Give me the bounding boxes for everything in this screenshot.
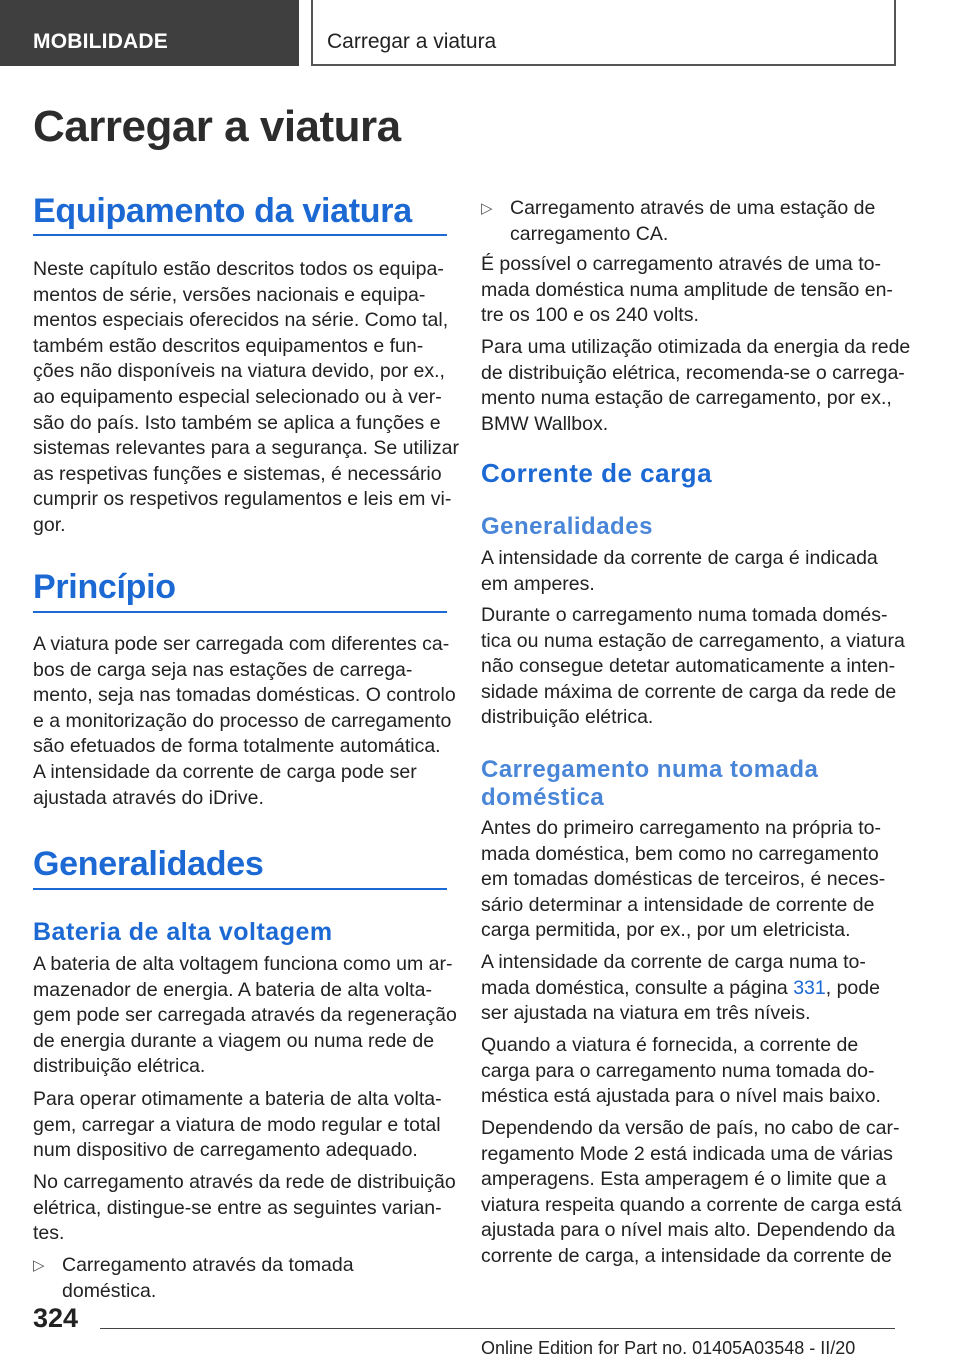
chapter-tab: Carregar a viatura — [311, 0, 896, 66]
text-line: corrente de carga, a intensidade da corrente de — [481, 1244, 892, 1267]
text-line: A intensidade da corrente de carga é indicada — [481, 547, 878, 569]
text-line: Quando a viatura é fornecida, a corrente de — [481, 1034, 859, 1056]
text-line: mentos de série, versões nacionais e equipa- — [33, 283, 426, 306]
text-line: distribuição elétrica. — [33, 1055, 206, 1078]
paragraph-line: ser ajustada na viatura em três níveis. — [481, 1002, 811, 1025]
text-line: sário determinar a intensidade de corrente de — [481, 893, 875, 916]
paragraph-durante — [481, 603, 905, 731]
text-line: Neste capítulo estão descritos todos os equipa- — [33, 258, 444, 280]
text-line: sidade máxima de corrente de carga da rede de — [481, 680, 897, 703]
heading-rule — [33, 611, 447, 613]
text-line: as respetivas funções e sistemas, é necessário — [33, 462, 442, 485]
text-line: são efetuados de forma totalmente automática. — [33, 735, 441, 758]
page-link-331[interactable]: 331 — [793, 976, 826, 999]
text-line: gor. — [33, 513, 66, 536]
text-line: É possível o carregamento através de uma to- — [481, 253, 881, 275]
text-line: em tomadas domésticas de terceiros, é neces- — [481, 868, 886, 891]
page-title: Carregar a viatura — [33, 102, 401, 151]
text-line: mento numa estação de carregamento, por ex., — [481, 387, 892, 410]
text-line: regamento Mode 2 está indicada uma de várias — [481, 1142, 893, 1165]
heading-tomada — [481, 756, 818, 812]
text-line: ajustada para o nível mais alto. Dependendo da — [481, 1219, 896, 1242]
text-line: A viatura pode ser carregada com diferentes ca- — [33, 633, 450, 655]
text-line: Antes do primeiro carregamento na própria to- — [481, 817, 881, 839]
text-line: e a monitorização do processo de carregamento — [33, 709, 452, 732]
text-line: Dependendo da versão de país, no cabo de car- — [481, 1117, 900, 1139]
paragraph-bateria-2 — [33, 1087, 447, 1164]
text-line: A bateria de alta voltagem funciona como um ar- — [33, 953, 453, 975]
text-line: Durante o carregamento numa tomada domés- — [481, 604, 888, 626]
text-line: bos de carga seja nas estações de carrega- — [33, 658, 413, 681]
text-line: A intensidade da corrente de carga pode ser — [33, 760, 417, 783]
text-line: sistemas relevantes para a segurança. Se utilizar — [33, 437, 459, 460]
text-line: mada doméstica, bem como no carregamento — [481, 842, 879, 865]
text-line: de distribuição elétrica, recomenda-se o carrega- — [481, 361, 905, 384]
text-line: carga para o carregamento numa tomada do- — [481, 1059, 875, 1082]
triangle-bullet-icon: ▷ — [33, 1257, 45, 1274]
paragraph-possivel — [481, 252, 895, 329]
text-line: gem pode ser carregada através da regeneração — [33, 1004, 457, 1027]
text-line: não consegue detetar automaticamente a inten- — [481, 655, 896, 678]
paragraph-principio — [33, 632, 456, 811]
text-line: mento, seja nas tomadas domésticas. O controlo — [33, 684, 456, 707]
text-line: gem, carregar a viatura de modo regular e total — [33, 1113, 441, 1136]
paragraph-consulte — [481, 950, 895, 1027]
text-line: ajustada através do iDrive. — [33, 786, 264, 809]
text-line: BMW Wallbox. — [481, 412, 609, 435]
text-line: mazenador de energia. A bateria de alta volta- — [33, 978, 432, 1001]
paragraph-bateria-1 — [33, 952, 457, 1080]
paragraph-line: mada doméstica, consulte a página — [481, 976, 794, 999]
text-line: No carregamento através da rede de distribuição — [33, 1171, 456, 1193]
text-line: tica ou numa estação de carregamento, a viatura — [481, 629, 905, 652]
section-tab: MOBILIDADE — [0, 0, 299, 66]
text-line: elétrica, distingue-se entre as seguintes varian- — [33, 1196, 442, 1219]
heading-generalidades: Generalidades — [33, 845, 264, 883]
text-line: de energia durante a viagem ou numa rede de — [33, 1029, 435, 1052]
text-line: Carregamento através de uma estação de — [510, 197, 876, 219]
list-item-text — [510, 196, 895, 247]
text-line: carregamento CA. — [510, 222, 669, 245]
text-line: mada doméstica numa amplitude de tensão en- — [481, 278, 893, 301]
paragraph-line: , pode — [825, 976, 880, 999]
text-line: Carregamento numa tomada — [481, 756, 819, 783]
text-line: ções não disponíveis na viatura devido, por ex., — [33, 360, 445, 383]
text-line: tes. — [33, 1222, 65, 1245]
text-line: são do país. Isto também se aplica a funções e — [33, 411, 441, 434]
text-line: cumprir os respetivos regulamentos e leis em vi- — [33, 488, 452, 511]
paragraph-quando — [481, 1033, 895, 1110]
text-line: tre os 100 e os 240 volts. — [481, 304, 699, 327]
paragraph-line: A intensidade da corrente de carga numa to- — [481, 951, 866, 973]
edition-note: Online Edition for Part no. 01405A03548 - II/20 — [481, 1338, 856, 1358]
list-item-text: Carregamento através da tomada doméstica. — [62, 1254, 354, 1302]
paragraph-antes — [481, 816, 895, 944]
footer-rule — [100, 1328, 895, 1329]
text-line: também estão descritos equipamentos e fun- — [33, 334, 424, 357]
text-line: doméstica — [481, 784, 605, 811]
paragraph-utilizacao — [481, 335, 911, 437]
text-line: ao equipamento especial selecionado ou à ver- — [33, 385, 442, 408]
paragraph-bateria-3 — [33, 1170, 456, 1247]
paragraph-dependendo — [481, 1116, 902, 1270]
page-header — [0, 0, 960, 66]
heading-rule — [33, 234, 447, 236]
heading-principio: Princípio — [33, 568, 176, 606]
text-line: num dispositivo de carregamento adequado. — [33, 1139, 418, 1162]
paragraph-equipamento — [33, 257, 459, 539]
text-line: carga permitida, por ex., por um eletricista. — [481, 919, 851, 942]
heading-rule — [33, 888, 447, 890]
text-line: Para operar otimamente a bateria de alta volta- — [33, 1088, 442, 1110]
heading-bateria: Bateria de alta voltagem — [33, 918, 333, 946]
text-line: méstica está ajustada para o nível mais baixo. — [481, 1085, 881, 1108]
text-line: em amperes. — [481, 572, 595, 595]
text-line: distribuição elétrica. — [481, 706, 654, 729]
text-line: amperagens. Esta amperagem é o limite que a — [481, 1168, 887, 1191]
page-footer — [0, 1290, 960, 1362]
text-line: Para uma utilização otimizada da energia da rede — [481, 336, 911, 358]
paragraph-intensidade — [481, 546, 895, 597]
heading-generalidades-sub: Generalidades — [481, 513, 653, 540]
page-number: 324 — [33, 1303, 79, 1333]
triangle-bullet-icon: ▷ — [481, 200, 493, 217]
text-line: mentos especiais oferecidos na série. Como tal, — [33, 309, 449, 332]
heading-corrente: Corrente de carga — [481, 458, 713, 488]
text-line: viatura respeita quando a corrente de carga está — [481, 1193, 902, 1216]
heading-equipamento: Equipamento da viatura — [33, 192, 412, 230]
